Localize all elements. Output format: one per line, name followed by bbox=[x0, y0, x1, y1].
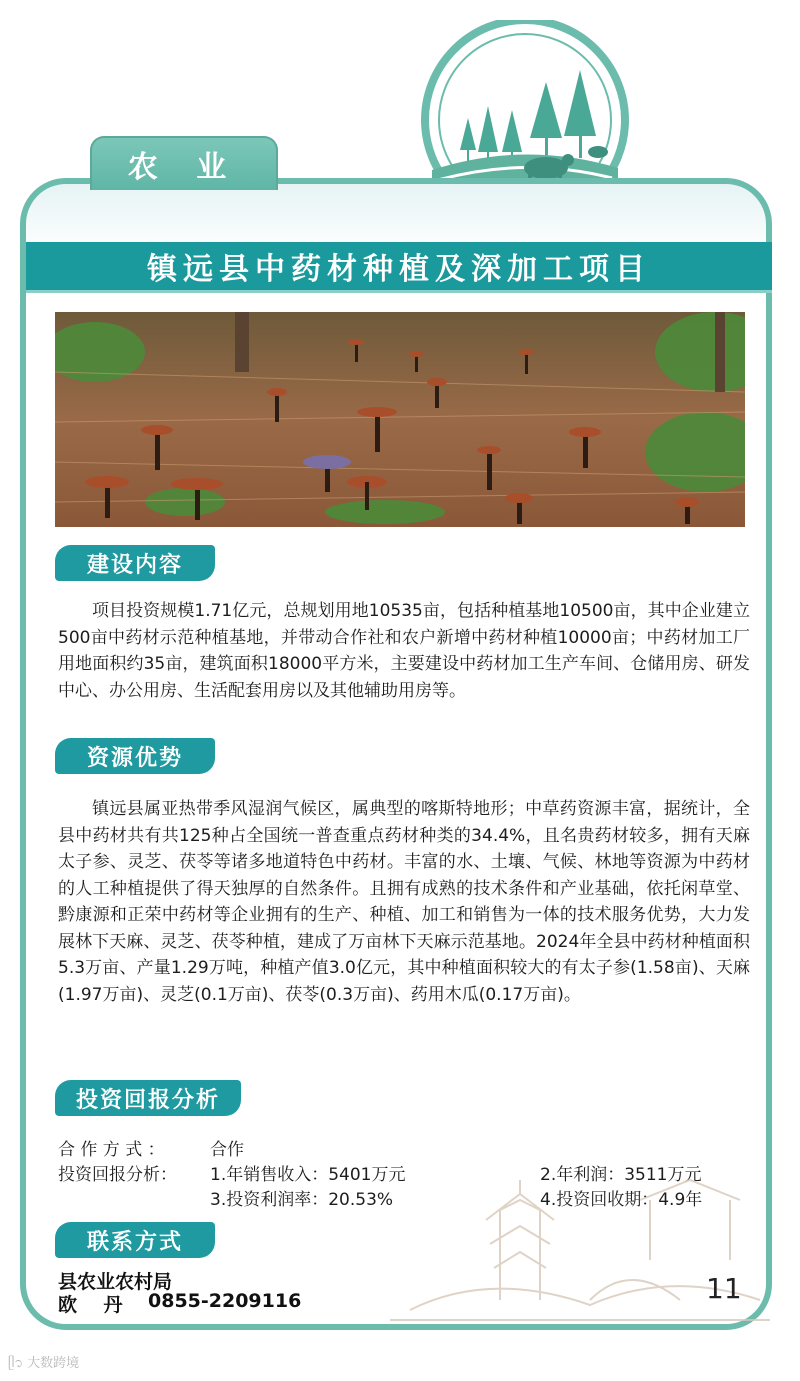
section-heading-investment: 投资回报分析 bbox=[55, 1080, 241, 1116]
section-heading-contact: 联系方式 bbox=[55, 1222, 215, 1258]
watermark bbox=[8, 1352, 79, 1377]
annual-profit: 2.年利润：3511万元 bbox=[540, 1165, 702, 1185]
lingzhi-forest-photo bbox=[55, 312, 745, 527]
page-number: 11 bbox=[706, 1272, 742, 1305]
contact-phone: 0855-2209116 bbox=[148, 1290, 302, 1312]
watermark-logo-icon: ᥫ᭡ bbox=[8, 1356, 24, 1371]
cooperation-mode-label: 合 作 方 式 ： bbox=[58, 1140, 165, 1160]
page-title: 镇远县中药材种植及深加工项目 bbox=[26, 242, 772, 290]
contact-organization: 县农业农村局 bbox=[58, 1271, 173, 1293]
watermark-text: 大数跨境 bbox=[27, 1356, 80, 1371]
cooperation-mode-value: 合作 bbox=[210, 1140, 244, 1160]
annual-sales: 1.年销售收入：5401万元 bbox=[210, 1165, 406, 1185]
section-heading-resources: 资源优势 bbox=[55, 738, 215, 774]
return-analysis-label: 投资回报分析： bbox=[58, 1165, 177, 1185]
construction-text: 项目投资规模1.71亿元，总规划用地10535亩，包括种植基地10500亩，其中企业建立500亩中药材示范种植基地，并带动合作社和农户新增中药材种植10000亩；中药材加工厂用地面积约35亩，建筑面积18000平方米，主要建设中药材加工生产车间、仓储用房、研发中心、办公用房、生活配套用房以及其他辅助用房等。 bbox=[58, 601, 750, 701]
agriculture-emblem bbox=[418, 20, 632, 200]
payback-period: 4.投资回收期：4.9年 bbox=[540, 1190, 703, 1210]
resources-text: 镇远县属亚热带季风湿润气候区，属典型的喀斯特地形；中草药资源丰富，据统计，全县中药材共有共125种占全国统一普查重点药材种类的34.4%，且名贵药材较多，拥有天麻太子参、灵芝、茯苓等诸多地道特色中药材。丰富的水、土壤、气候、林地等资源为中药材的人工种植提供了得天独厚的自然条件。且拥有成熟的技术条件和产业基础，依托闲草堂、黔康源和正荣中药材等企业拥有的生产、种植、加工和销售为一体的技术服务优势，大力发展林下天麻、灵芝、茯苓种植，建成了万亩林下天麻示范基地。2024年全县中药材种植面积5.3万亩、产量1.29万吨，种植产值3.0亿元，其中种植面积较大的有太子参(1.58亩)、天麻(1.97万亩)、灵芝(0.1万亩)、茯苓(0.3万亩)、药用木瓜(0.17万亩)。 bbox=[58, 799, 750, 1005]
profit-rate: 3.投资利润率：20.53% bbox=[210, 1190, 394, 1210]
contact-person: 欧 丹 bbox=[58, 1294, 123, 1316]
category-tab: 农 业 bbox=[90, 136, 278, 190]
section-heading-construction: 建设内容 bbox=[55, 545, 215, 581]
